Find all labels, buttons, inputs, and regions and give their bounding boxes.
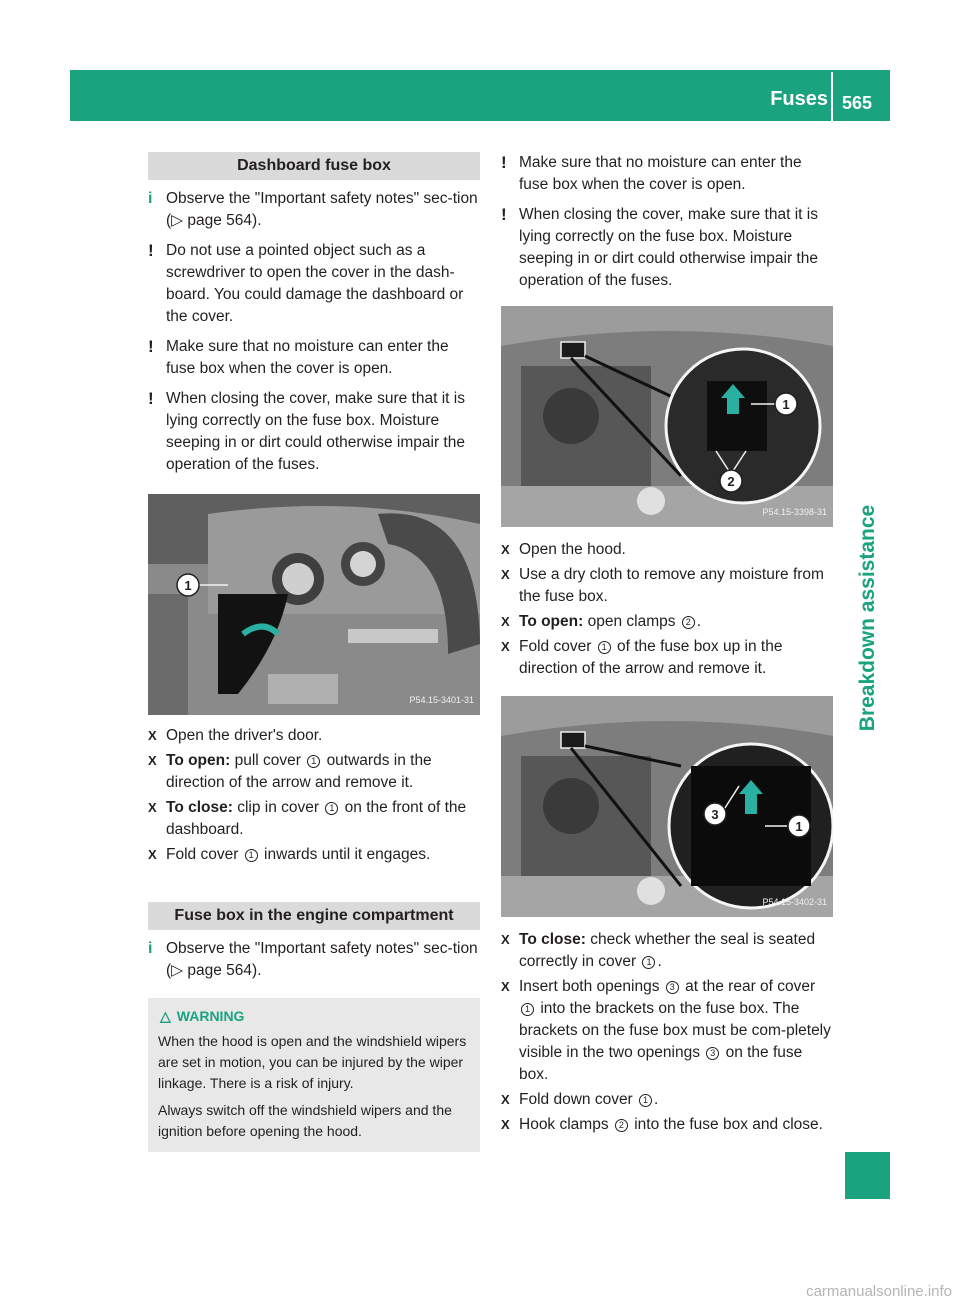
header-title: Fuses [770, 88, 828, 110]
info-note: i Observe the "Important safety notes" sec-tion (▷ page 564). [148, 940, 478, 979]
info-icon: i [148, 940, 153, 957]
step-item: X Hook clamps 2 into the fuse box and close. [501, 1114, 833, 1136]
dashboard-fuse-box-photo: 1 P54.15-3401-31 [148, 494, 480, 715]
caution-note: ! Do not use a pointed object such as a screwdriver to open the cover in the dash-board. You could damage the dashboard or the cover. [148, 241, 464, 325]
warning-title: △ WARNING [158, 1006, 470, 1027]
step-item: X Fold cover 1 of the fuse box up in the direction of the arrow and remove it. [501, 638, 783, 677]
step-item: X Insert both openings 3 at the rear of cover 1 into the brackets on the fuse box. The brackets on the fuse box must be com-pletely visible in the two openings 3 on the fuse box. [501, 978, 831, 1083]
section-heading-engine: Fuse box in the engine compartment [148, 902, 480, 930]
exclamation-icon: ! [148, 241, 154, 260]
step-marker-icon: X [501, 1092, 510, 1107]
callout-2-icon: 2 [615, 1119, 628, 1132]
step-marker-icon: X [501, 567, 510, 582]
callout-1-icon: 1 [639, 1094, 652, 1107]
exclamation-icon: ! [501, 153, 507, 172]
step-marker-icon: X [501, 979, 510, 994]
caution-note: ! When closing the cover, make sure that it is lying correctly on the fuse box. Moisture seeping in or dirt could otherwise impair the operation of the fuses. [501, 205, 818, 289]
callout-1-icon: 1 [325, 802, 338, 815]
page-number: 565 [842, 93, 873, 113]
callout-1-icon: 1 [598, 641, 611, 654]
step-item: X To open: pull cover 1 outwards in the direction of the arrow and remove it. [148, 752, 432, 791]
step-item: X To open: open clamps 2 . [501, 611, 833, 633]
exclamation-icon: ! [148, 389, 154, 408]
warning-text: Always switch off the windshield wipers and the ignition before opening the hood. [158, 1102, 452, 1139]
left-column [148, 152, 480, 1152]
svg-text:3: 3 [711, 807, 719, 822]
section-heading-dashboard: Dashboard fuse box [148, 152, 480, 180]
step-marker-icon: X [501, 932, 510, 947]
svg-text:1: 1 [782, 397, 790, 412]
callout-3-icon: 3 [666, 981, 679, 994]
engine-fuse-box-photo-closed: 1 3 P54.15-3402-31 [501, 696, 833, 917]
callout-1-icon: 1 [642, 956, 655, 969]
right-column [501, 152, 833, 1136]
step-item: X Open the hood. [501, 539, 833, 561]
callout-1-icon: 1 [307, 755, 320, 768]
warning-box [148, 998, 480, 1152]
engine-fuse-box-photo-open: 1 2 P54.15-3398-31 [501, 306, 833, 527]
side-section-label: Breakdown assistance [856, 504, 879, 732]
step-marker-icon: X [148, 728, 157, 743]
step-marker-icon: X [148, 800, 157, 815]
callout-3-icon: 3 [706, 1047, 719, 1060]
callout-2-icon: 2 [682, 616, 695, 629]
info-note: i Observe the "Important safety notes" sec-tion (▷ page 564). [148, 190, 478, 229]
callout-1-icon: 1 [521, 1003, 534, 1016]
step-item: X Fold cover 1 inwards until it engages. [148, 844, 480, 866]
warning-triangle-icon: △ [160, 1008, 171, 1024]
callout-1-icon: 1 [245, 849, 258, 862]
step-item: X To close: clip in cover 1 on the front of the dashboard. [148, 799, 467, 838]
side-section-marker [845, 1152, 890, 1199]
step-marker-icon: X [148, 847, 157, 862]
svg-text:1: 1 [795, 819, 803, 834]
svg-text:2: 2 [727, 474, 735, 489]
step-marker-icon: X [501, 1117, 510, 1132]
caution-note: ! Make sure that no moisture can enter the fuse box when the cover is open. [148, 337, 449, 377]
step-marker-icon: X [501, 542, 510, 557]
caution-note: ! When closing the cover, make sure that it is lying correctly on the fuse box. Moisture seeping in or dirt could otherwise impair the operation of the fuses. [148, 389, 465, 473]
step-marker-icon: X [501, 614, 510, 629]
svg-text:1: 1 [184, 578, 192, 593]
caution-note: ! Make sure that no moisture can enter the fuse box when the cover is open. [501, 153, 802, 193]
step-item: X To close: check whether the seal is seated correctly in cover 1 . [501, 931, 816, 970]
warning-text: When the hood is open and the windshield wipers are set in motion, you can be injured by the wiper linkage. There is a risk of injury. [158, 1033, 467, 1091]
info-icon: i [148, 190, 153, 207]
exclamation-icon: ! [148, 337, 154, 356]
footer [0, 1275, 960, 1302]
footer-watermark: carmanualsonline.info [806, 1283, 952, 1300]
step-item: X Fold down cover 1 . [501, 1089, 833, 1111]
step-marker-icon: X [501, 639, 510, 654]
step-item: X Use a dry cloth to remove any moisture from the fuse box. [501, 566, 824, 605]
header-divider [831, 72, 833, 121]
exclamation-icon: ! [501, 205, 507, 224]
step-marker-icon: X [148, 753, 157, 768]
step-item: X Open the driver's door. [148, 725, 480, 747]
